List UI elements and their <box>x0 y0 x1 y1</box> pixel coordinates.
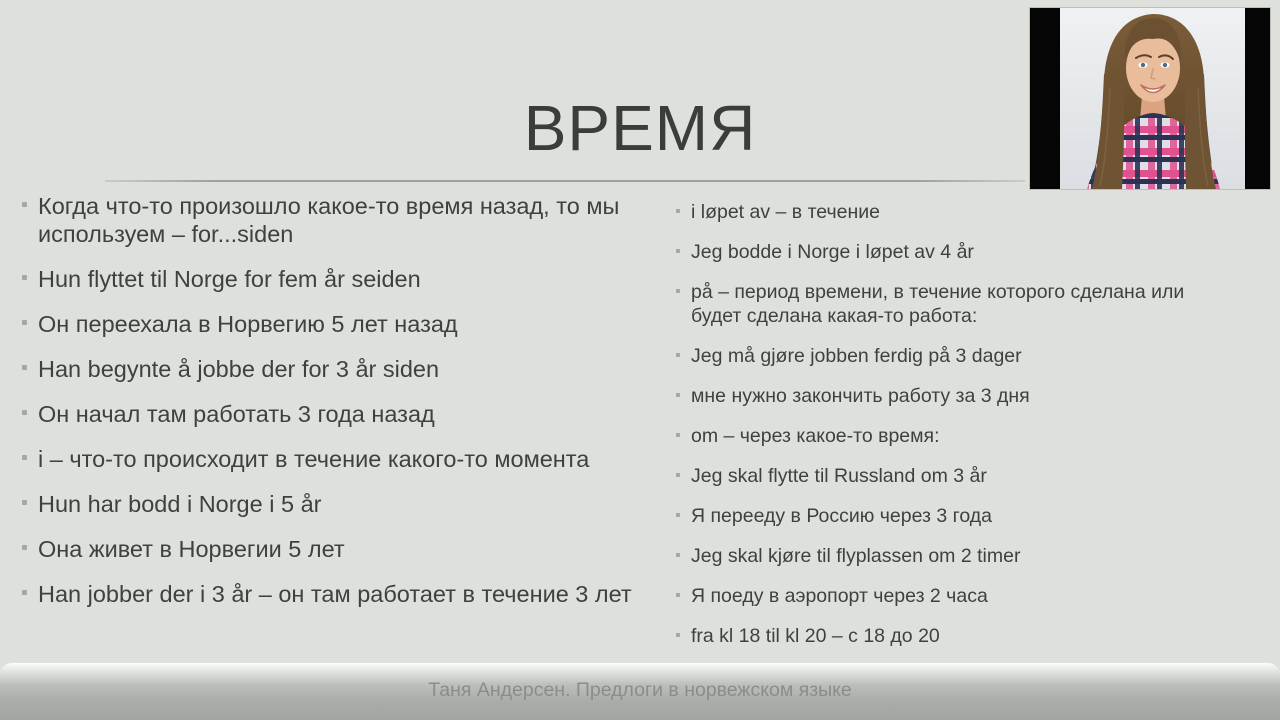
title-underline <box>105 180 1025 182</box>
list-item: Он начал там работать 3 года назад <box>22 400 640 428</box>
presenter-photo <box>1030 8 1270 189</box>
footer-bar <box>0 663 1280 720</box>
list-item: мне нужно закончить работу за 3 дня <box>676 384 1224 408</box>
list-item: Jeg bodde i Norge i løpet av 4 år <box>676 240 1224 264</box>
list-item: fra kl 18 til kl 20 – с 18 до 20 <box>676 624 1224 648</box>
left-bullet-list <box>22 192 640 625</box>
list-item: Jeg må gjøre jobben ferdig på 3 dager <box>676 344 1224 368</box>
footer-caption: Таня Андерсен. Предлоги в норвежском языке <box>428 679 852 701</box>
list-item: om – через какое-то время: <box>676 424 1224 448</box>
list-item: på – период времени, в течение которого сделана или будет сделана какая-то работа: <box>676 280 1224 328</box>
list-item: Она живет в Норвегии 5 лет <box>22 535 640 563</box>
list-item: Когда что-то произошло какое-то время назад, то мы используем – for...siden <box>22 192 640 248</box>
list-item: Hun har bodd i Norge i 5 år <box>22 490 640 518</box>
list-item: Han begynte å jobbe der for 3 år siden <box>22 355 640 383</box>
list-item: Jeg skal flytte til Russland om 3 år <box>676 464 1224 488</box>
list-item: Jeg skal kjøre til flyplassen om 2 timer <box>676 544 1224 568</box>
list-item: i løpet av – в течение <box>676 200 1224 224</box>
right-bullet-list <box>676 200 1224 664</box>
slide-title: ВРЕМЯ <box>523 92 757 164</box>
list-item: Я поеду в аэропорт через 2 часа <box>676 584 1224 608</box>
list-item: Han jobber der i 3 år – он там работает в течение 3 лет <box>22 580 640 608</box>
list-item: Я перееду в Россию через 3 года <box>676 504 1224 528</box>
presenter-photo-image <box>1030 8 1270 189</box>
list-item: i – что-то происходит в течение какого-то момента <box>22 445 640 473</box>
list-item: Hun flyttet til Norge for fem år seiden <box>22 265 640 293</box>
list-item: Он переехала в Норвегию 5 лет назад <box>22 310 640 338</box>
